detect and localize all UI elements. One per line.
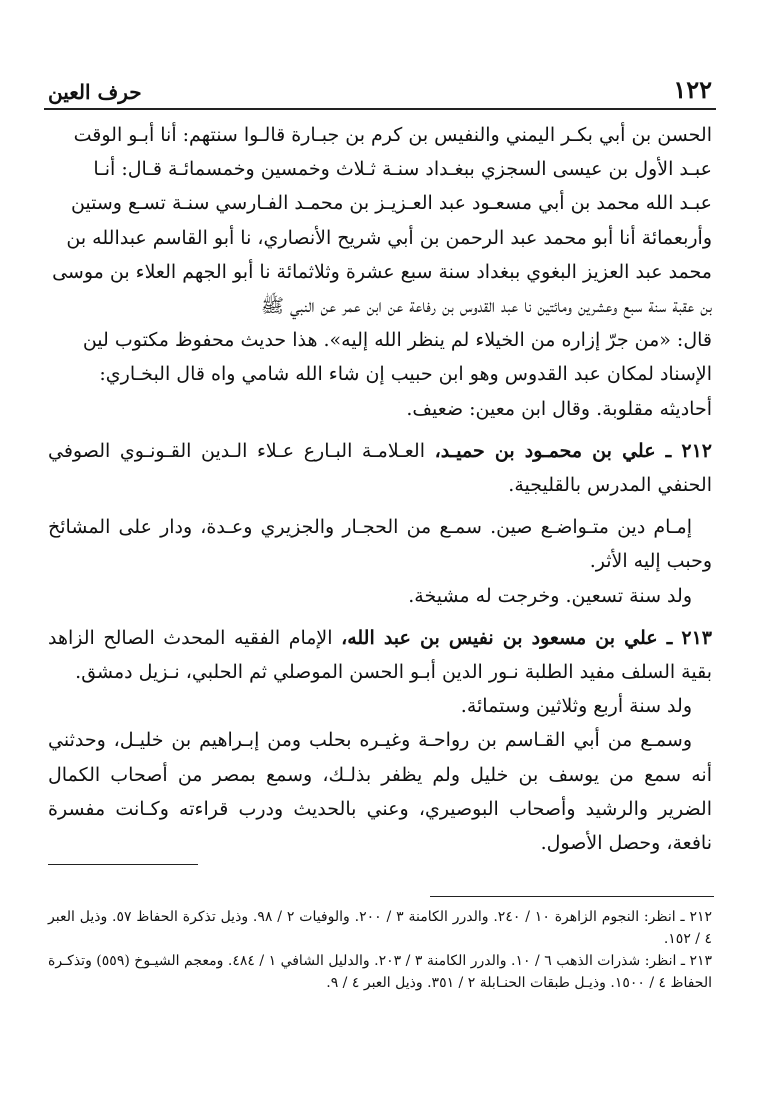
- text-line: عبـد الأول بن عيسى السجزي ببغـداد سنـة ثـلاث وخمسين وخمسمائـة قـال: أنـا: [93, 158, 712, 181]
- end-of-text-rule: [48, 864, 198, 865]
- entry-212: [48, 434, 712, 502]
- text-line: الحسن بن أبي بكـر اليمني والنفيس بن كرم بن جبـارة قالـوا سنتهم: أنا أبـو الوقت: [73, 124, 712, 146]
- text-line: بن عقبة سنة سبع وعشرين ومائتين نا عبد القدوس بن رفاعة عن ابن عمر عن النبي ﷺ: [261, 295, 712, 318]
- text-line: الإسناد لمكان عبد القدوس وهو ابن حبيب إن شاء الله شامي واه قال البخـاري:: [99, 363, 712, 386]
- page-header: [48, 70, 712, 104]
- entry-212-heading: ٢١٢ ـ علي بن محمـود بن حميـد،: [434, 439, 713, 462]
- text-line: قال: «من جرّ إزاره من الخيلاء لم ينظر الله إليه». هذا حديث محفوظ مكتوب لين: [82, 329, 712, 352]
- entry-212-text: العـلامـة البـارع عـلاء الـدين القـونـوي الصوفي الحنفي المدرس بالقليجية.: [48, 439, 712, 497]
- footnote-separator: [430, 896, 714, 897]
- text-line: عبـد الله محمد بن أبي مسعـود عبد العـزيـز بن محمـد الفـارسي سنـة تسـع وستين: [70, 192, 712, 215]
- entry-213-text: الإمام الفقيه المحدث الصالح الزاهد بقية السلف مفيد الطلبة نـور الدين أبـو الحسن الموصلي ثم الحلبي، نـزيل دمشق.: [48, 626, 712, 684]
- header-rule: [44, 108, 716, 110]
- entry-213-heading: ٢١٣ ـ علي بن مسعود بن نفيس بن عبد الله،: [341, 626, 712, 649]
- text-line: وأربعمائة أنا أبو محمد عبد الرحمن بن أبي شريح الأنصاري، نا أبو القاسم عبدالله بن: [66, 226, 712, 249]
- footnotes: [48, 906, 712, 994]
- paragraph-212-description: إمـام دين متـواضـع صين. سمـع من الحجـار والجزيري وعـدة، ودار على المشائخ وحبب إليه الأثر.: [48, 516, 712, 573]
- main-text: [48, 118, 712, 865]
- paragraph-213-study: وسمـع من أبي القـاسم بن رواحـة وغيـره بحلب ومن إبـراهيم بن خليـل، وحدثني أنه سمع من يوسف بن خليل ولم يظفر بذلـك، وسمع بمصر من أصحاب الكمال الضرير والرشيد وأصحاب البوصيري، وعني بالحديث ودرب قراءته وكـانت مفسرة نافعة، وحصل الأصول.: [48, 729, 712, 855]
- page-number: ١٢٢: [673, 75, 712, 104]
- paragraph-212-birth: ولد سنة تسعين. وخرجت له مشيخة.: [408, 584, 692, 607]
- paragraph-213-birth: ولد سنة أربع وثلاثين وستمائة.: [460, 695, 692, 718]
- entry-213: [48, 621, 712, 689]
- text-line: محمد عبد العزيز البغوي ببغداد سنة سبع عشرة وثلاثمائة نا أبو الجهم العلاء بن موسى: [52, 260, 712, 283]
- isnad-paragraph: [48, 118, 712, 426]
- text-line: أحاديثه مقلوبة. وقال ابن معين: ضعيف.: [406, 397, 712, 420]
- footnote-212: ٢١٢ ـ انظر: النجوم الزاهرة ١٠ / ٢٤٠. والدرر الكامنة ٣ / ٢٠٠. والوفيات ٢ / ٩٨. وذيل تذكرة الحفاظ ٥٧. وذيل العبر ٤ / ١٥٢.: [48, 909, 713, 947]
- footnote-213: ٢١٣ ـ انظر: شذرات الذهب ٦ / ١٠. والدرر الكامنة ٣ / ٢٠٣. والدليل الشافي ١ / ٤٨٤. ومعجم الشيـوخ (٥٥٩) وتذكـرة الحفاظ ٤ / ١٥٠٠. وذيـل طبقات الحنـابلة ٢ / ٣٥١. وذيل العبر ٤ / ٩.: [48, 953, 713, 991]
- running-head: حرف العين: [48, 80, 142, 104]
